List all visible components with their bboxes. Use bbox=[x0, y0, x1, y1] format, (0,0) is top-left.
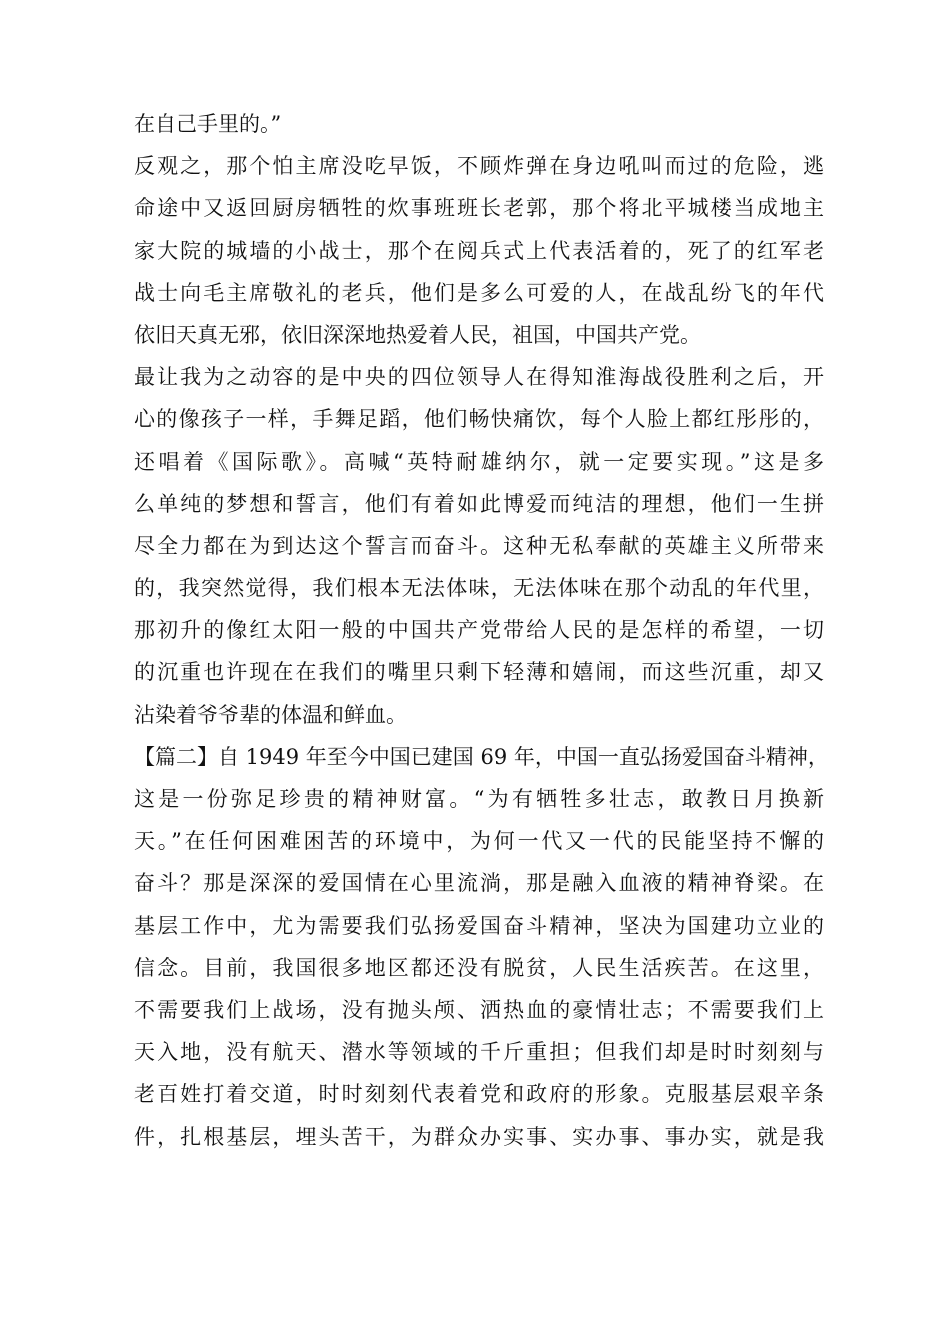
text-line: 奋斗？那是深深的爱国情在心里流淌，那是融入血液的精神脊梁。在 bbox=[134, 871, 824, 896]
text-line: 在自己手里的。” bbox=[134, 112, 282, 136]
text-line: 命途中又返回厨房牺牲的炊事班班长老郭，那个将北平城楼当成地主 bbox=[134, 196, 824, 221]
text-line: 信念。目前，我国很多地区都还没有脱贫，人民生活疾苦。在这里， bbox=[134, 955, 824, 980]
text-line: 老百姓打着交道，时时刻刻代表着党和政府的形象。克服基层艰辛条 bbox=[134, 1082, 824, 1107]
text-line: 沾染着爷爷辈的体温和鲜血。 bbox=[134, 702, 407, 727]
text-line: 那初升的像红太阳一般的中国共产党带给人民的是怎样的希望，一切 bbox=[134, 618, 824, 643]
text-line: 么单纯的梦想和誓言，他们有着如此博爱而纯洁的理想，他们一生拼 bbox=[134, 491, 824, 516]
text-line: 还唱着《国际歌》。高喊“英特耐雄纳尔，就一定要实现。”这是多 bbox=[134, 449, 824, 474]
text-line: 件，扎根基层，埋头苦干，为群众办实事、实办事、事办实，就是我 bbox=[134, 1124, 824, 1149]
paragraph bbox=[134, 103, 824, 145]
paragraph bbox=[134, 356, 824, 736]
text-line: 家大院的城墙的小战士，那个在阅兵式上代表活着的，死了的红军老 bbox=[134, 238, 824, 263]
text-line: 尽全力都在为到达这个誓言而奋斗。这种无私奉献的英雄主义所带来 bbox=[134, 533, 824, 558]
text-line: 的沉重也许现在在我们的嘴里只剩下轻薄和嬉闹，而这些沉重，却又 bbox=[134, 660, 824, 685]
text-line: 基层工作中，尤为需要我们弘扬爱国奋斗精神，坚决为国建功立业的 bbox=[134, 913, 824, 938]
text-line: 依旧天真无邪，依旧深深地热爱着人民，祖国，中国共产党。 bbox=[134, 322, 701, 347]
text-line: 天入地，没有航天、潜水等领域的千斤重担；但我们却是时时刻刻与 bbox=[134, 1040, 824, 1065]
text-line: 战士向毛主席敬礼的老兵，他们是多么可爱的人，在战乱纷飞的年代 bbox=[134, 280, 824, 305]
text-line: 反观之，那个怕主席没吃早饭，不顾炸弹在身边吼叫而过的危险，逃 bbox=[134, 154, 824, 179]
text-line: 的，我突然觉得，我们根本无法体味，无法体味在那个动乱的年代里， bbox=[134, 576, 824, 601]
text-line: 天。”在任何困难困苦的环境中，为何一代又一代的民能坚持不懈的 bbox=[134, 829, 824, 854]
text-line: 不需要我们上战场，没有抛头颅、洒热血的豪情壮志；不需要我们上 bbox=[134, 997, 824, 1022]
paragraph bbox=[134, 145, 824, 356]
text-line: 【篇二】自 1949 年至今中国已建国 69 年，中国一直弘扬爱国奋斗精神， bbox=[134, 744, 829, 769]
paragraph bbox=[134, 736, 829, 1158]
text-line: 最让我为之动容的是中央的四位领导人在得知淮海战役胜利之后，开 bbox=[134, 365, 824, 390]
document-body bbox=[134, 103, 829, 1158]
text-line: 这是一份弥足珍贵的精神财富。“为有牺牲多壮志，敢教日月换新 bbox=[134, 787, 824, 811]
text-line: 心的像孩子一样，手舞足蹈，他们畅快痛饮，每个人脸上都红彤彤的， bbox=[134, 407, 824, 432]
